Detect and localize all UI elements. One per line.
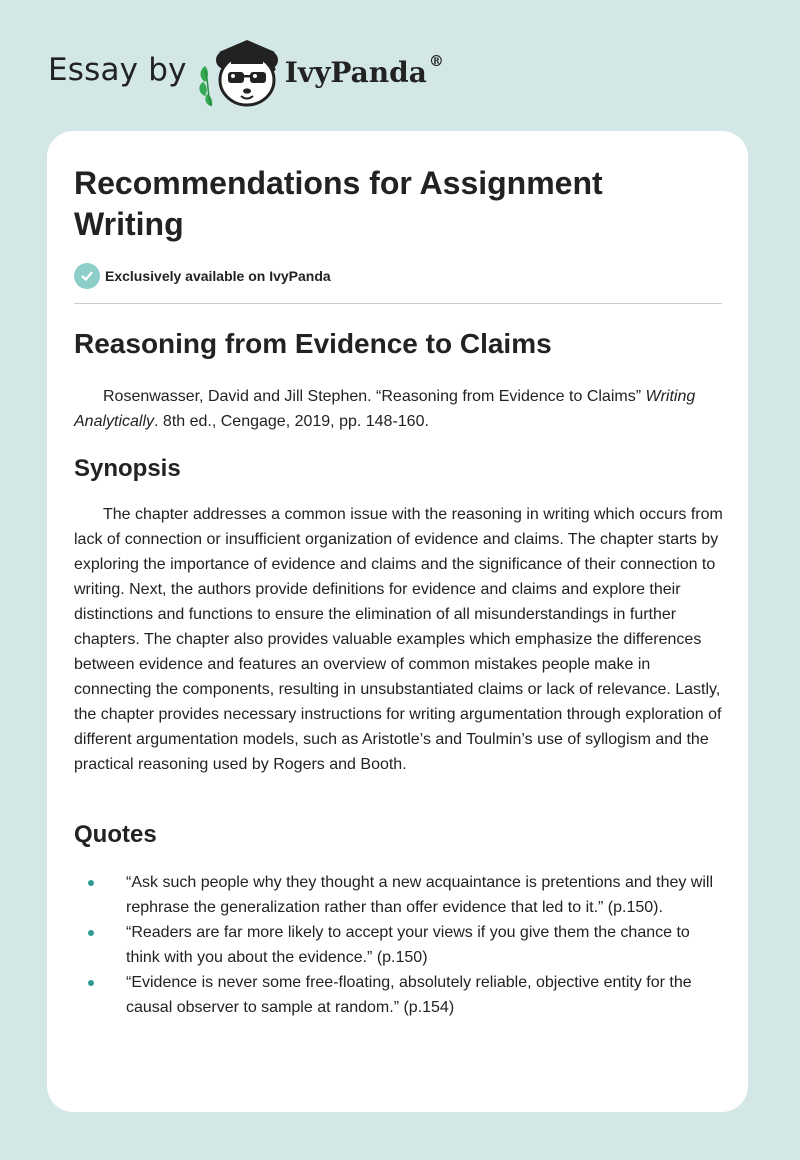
citation: [74, 384, 724, 434]
quote-text: “Ask such people why they thought a new acquaintance is pretentions and they will rephrase the generalization rather than offer evidence that led to it.” (p.150).: [126, 874, 714, 916]
title-divider: [74, 303, 722, 304]
quotes-heading: Quotes: [74, 821, 157, 848]
list-item: [74, 870, 724, 920]
exclusive-badge: [74, 263, 331, 289]
citation-after: . 8th ed., Cengage, 2019, pp. 148-160.: [154, 413, 429, 430]
citation-book-title: Writing Analytically: [74, 388, 696, 430]
bullet-icon: [88, 930, 94, 936]
bullet-icon: [88, 980, 94, 986]
synopsis-heading: Synopsis: [74, 455, 181, 482]
brand-header: [48, 30, 444, 110]
section-heading: Reasoning from Evidence to Claims: [74, 328, 552, 359]
quote-text: “Readers are far more likely to accept your views if you give them the chance to think with you about the evidence.” (p.150): [126, 924, 690, 966]
panda-graduate-icon: [197, 30, 289, 110]
brand-prefix: Essay by: [48, 52, 187, 88]
essay-title: Recommendations for Assignment Writing: [74, 165, 603, 242]
bullet-icon: [88, 880, 94, 886]
quote-text: “Evidence is never some free-floating, absolutely reliable, objective entity for the causal observer to sample at random.” (p.154): [126, 974, 692, 1016]
list-item: [74, 970, 724, 1020]
exclusive-label: Exclusively available on IvyPanda: [105, 268, 331, 284]
quotes-list: [74, 870, 724, 1020]
brand-name: [284, 51, 444, 89]
essay-card: [47, 131, 748, 1112]
list-item: [74, 920, 724, 970]
synopsis-text: The chapter addresses a common issue with the reasoning in writing which occurs from lack of connection or insufficient organization of evidence and claims. The chapter starts by exploring the importance of evidence and claims and the significance of their connection to writing. Next, the authors provide definitions for evidence and claims and explore their distinctions and functions to ensure the elimination of all misunderstandings in further chapters. The chapter also provides valuable examples which emphasize the differences between evidence and features an overview of common mistakes people make in connecting the components, resulting in unsubstantiated claims or lack of relevance. Lastly, the chapter provides necessary instructions for writing argumentation through exploration of different argumentation models, such as Aristotle’s and Toulmin’s use of syllogism and the practical reasoning used by Rogers and Booth.: [74, 506, 723, 773]
citation-before: Rosenwasser, David and Jill Stephen. “Reasoning from Evidence to Claims”: [103, 388, 646, 405]
check-icon: [74, 263, 100, 289]
brand-name-text: IvyPanda: [284, 55, 427, 89]
registered-mark: ®: [428, 51, 444, 70]
